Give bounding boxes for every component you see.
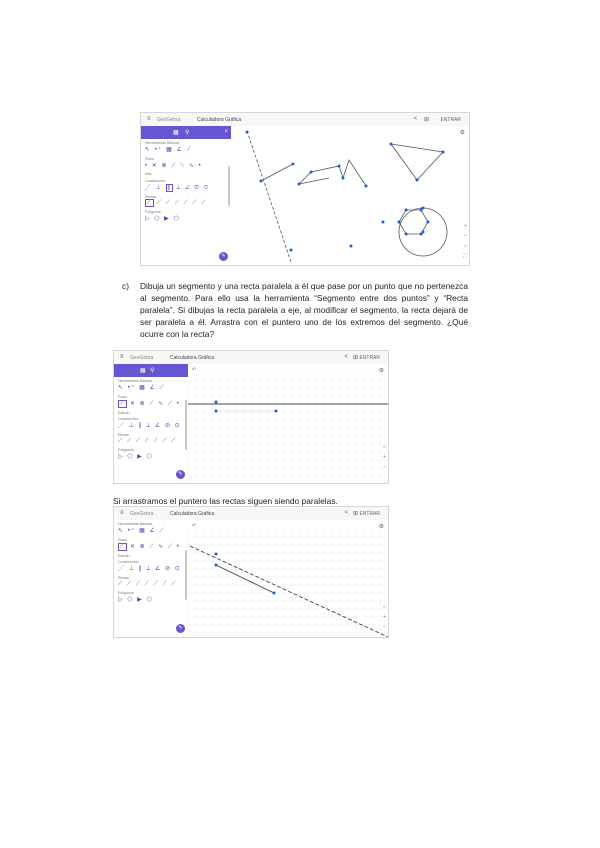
exercise-c	[122, 280, 468, 340]
section-polygons: Polígonos	[118, 591, 134, 595]
zoom-out-icon[interactable]: −	[464, 233, 467, 239]
zoom-in-icon[interactable]: +	[383, 614, 386, 620]
grid-icon[interactable]: ⊞	[352, 355, 358, 361]
home-icon[interactable]: ⌂	[382, 604, 386, 610]
section-polygons: Polígonos	[118, 448, 134, 452]
edit-fab-icon[interactable]: ✎	[176, 470, 185, 479]
zoom-out-icon[interactable]: −	[383, 624, 386, 630]
section-lines: Rectas	[118, 433, 129, 437]
share-icon[interactable]: <	[413, 116, 417, 122]
tool-row-lines[interactable]: ⟋ ⟋ ⟋ ⟋ ⟋ ⟋ ⟋	[118, 581, 177, 587]
app-title: Calculadora Gráfica	[197, 116, 242, 123]
more-link[interactable]: Más	[145, 172, 152, 176]
polyline-b	[299, 178, 329, 184]
segment	[261, 164, 293, 181]
tool-row-points[interactable]: ⟋ ✕ ⊗ ⟋ ∿ ⟋ •	[119, 401, 181, 407]
tool-row-basic[interactable]: ↖ •⁺ ▦ ∠ ⟋	[118, 528, 166, 534]
menu-icon[interactable]: ≡	[120, 354, 124, 360]
zoom-in-icon[interactable]: +	[464, 223, 467, 229]
brand-name: GeoGebra	[130, 354, 154, 361]
section-basic: Herramientas Básicas	[145, 141, 180, 145]
tools-panel	[141, 126, 232, 265]
selected-tool[interactable]: ∥	[167, 185, 172, 191]
section-points: Punto	[118, 395, 128, 399]
tool-row-polygons[interactable]: ▷ ⬠ ▶ ⬡	[145, 216, 181, 222]
tool-row-polygons[interactable]: ▷ ⬠ ▶ ⬡	[118, 454, 154, 460]
menu-icon[interactable]: ≡	[120, 510, 124, 516]
gear-icon[interactable]: ⚙	[459, 130, 465, 136]
panel-tabs	[114, 364, 188, 377]
tool-row-lines[interactable]: ⟋ ⟋ ⟋ ⟋ ⟋ ⟋ ⟋	[118, 438, 177, 444]
tool-row-construction[interactable]: ⋰ ⊥ ∥ ⟂ ∠ ⊘ ⊙	[118, 566, 182, 572]
grid-construction	[188, 364, 388, 483]
tools-panel	[114, 364, 189, 483]
share-icon[interactable]: <	[344, 510, 348, 516]
grid-icon[interactable]: ⊞	[423, 117, 429, 123]
edit-fab-icon[interactable]: ✎	[219, 252, 228, 261]
gear-icon[interactable]: ⚙	[378, 368, 384, 374]
section-construction: Construcción	[145, 179, 166, 183]
tool-row-points[interactable]: ⟋ ✕ ⊗ ⟋ ∿ ⟋ •	[119, 544, 181, 550]
tool-row-construction[interactable]: ⋰ ⊥ ∥ ⟂ ∠ ⊘ ⊙	[145, 185, 210, 191]
login-button[interactable]: ENTRAR	[440, 116, 461, 123]
grid-construction	[188, 520, 388, 637]
home-icon[interactable]: ⌂	[382, 444, 386, 450]
geogebra-screenshot-2	[113, 350, 389, 484]
exercise-label: c)	[122, 281, 129, 291]
zoom-in-icon[interactable]: +	[383, 454, 386, 460]
triangle	[391, 144, 443, 180]
panel-scrollbar[interactable]	[185, 550, 187, 600]
brand-name: GeoGebra	[130, 510, 154, 517]
app-header	[114, 507, 388, 521]
login-button[interactable]: ENTRAR	[359, 354, 380, 361]
section-construction: Construcción	[118, 417, 139, 421]
calculator-tab-icon[interactable]: ▦	[140, 368, 146, 374]
construction-drawing	[231, 126, 469, 265]
panel-scrollbar[interactable]	[228, 166, 230, 206]
geogebra-screenshot-3	[113, 506, 389, 638]
section-construction: Construcción	[118, 560, 139, 564]
fullscreen-icon[interactable]: ⛶	[463, 253, 467, 259]
undo-icon[interactable]: ↶	[192, 367, 197, 373]
app-title: Calculadora Gráfica	[170, 510, 215, 517]
app-header	[141, 113, 469, 127]
share-icon[interactable]: <	[344, 354, 348, 360]
section-lines: Rectas	[145, 195, 156, 199]
section-points: Punto	[118, 538, 128, 542]
app-title: Calculadora Gráfica	[170, 354, 215, 361]
tools-tab-icon[interactable]: ⚲	[150, 368, 155, 374]
tool-row-basic[interactable]: ↖ •⁺ ▦ ∠ ⟋	[145, 147, 193, 153]
section-basic: Herramientas Básicas	[118, 522, 153, 526]
tool-row-construction[interactable]: ⋰ ⊥ ∥ ⟂ ∠ ⊘ ⊙	[118, 423, 182, 429]
close-icon[interactable]: ×	[224, 129, 228, 135]
edit-fab-icon[interactable]: ✎	[176, 624, 185, 633]
menu-icon[interactable]: ≡	[147, 116, 151, 122]
tool-row-polygons[interactable]: ▷ ⬠ ▶ ⬡	[118, 597, 154, 603]
login-button[interactable]: ENTRAR	[359, 510, 380, 517]
gear-icon[interactable]: ⚙	[378, 524, 384, 530]
geogebra-screenshot-1	[140, 112, 470, 266]
exercise-text: Dibuja un segmento y una recta paralela a él que pase por un punto que no pertenezca al segmento. Para ello usa la herramienta “Segmento entre dos puntos” y “Recta paralela”. Si dibujas la recta paralela a eje, al modificar el segmento, la recta dejará de ser paralela a él. Arrastra con el puntero uno de los extremos del segmento. ¿Qué ocurre con la recta?	[140, 281, 468, 339]
panel-scrollbar[interactable]	[185, 400, 187, 450]
graphics-view-1[interactable]	[231, 126, 469, 265]
calculator-tab-icon[interactable]: ▦	[173, 130, 179, 136]
tool-row-points[interactable]: • ✕ ⊗ ⟋ ⟍ ∿ •	[145, 163, 203, 169]
tools-panel	[114, 520, 189, 637]
zoom-out-icon[interactable]: −	[383, 464, 386, 470]
panel-tabs	[141, 126, 231, 139]
tools-tab-icon[interactable]: ⚲	[185, 130, 190, 136]
graphics-view-2[interactable]	[188, 364, 388, 483]
answer-text: Si arrastramos el puntero las rectas siguen siendo paralelas.	[113, 496, 338, 506]
tool-row-basic[interactable]: ↖ •⁺ ▦ ∠ ⟋	[118, 385, 166, 391]
grid-icon[interactable]: ⊞	[352, 511, 358, 517]
app-header	[114, 351, 388, 365]
section-lines: Rectas	[118, 576, 129, 580]
undo-icon[interactable]: ↶	[192, 523, 197, 529]
tool-row-lines[interactable]: ⟋ ⟋ ⟋ ⟋ ⟋ ⟋ ⟋	[146, 200, 207, 206]
section-edit: Edición	[118, 554, 130, 558]
home-icon[interactable]: ⌂	[463, 243, 467, 249]
section-basic: Herramientas Básicas	[118, 379, 153, 383]
section-points: Punto	[145, 157, 155, 161]
hexagon	[399, 210, 428, 234]
dashed-line	[247, 131, 291, 262]
section-polygons: Polígonos	[145, 210, 161, 214]
graphics-view-3[interactable]	[188, 520, 388, 637]
brand-name: GeoGebra	[157, 116, 181, 123]
section-edit: Edición	[118, 411, 130, 415]
